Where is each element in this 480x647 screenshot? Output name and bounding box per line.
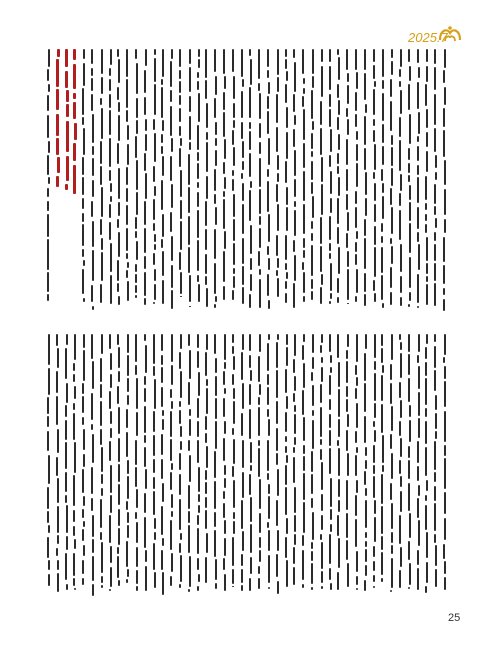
text-column [73, 334, 78, 594]
text-column [417, 334, 422, 593]
text-column [355, 49, 360, 305]
text-column [390, 334, 395, 595]
article-bottom-block [47, 334, 453, 602]
article-title-column [56, 49, 61, 190]
text-column [82, 334, 87, 588]
text-column [373, 334, 378, 590]
article-top-block [47, 49, 453, 317]
text-column [329, 49, 334, 308]
text-column [241, 49, 246, 307]
text-column [65, 334, 70, 593]
text-column [320, 334, 325, 592]
text-column [135, 334, 140, 595]
text-column [188, 334, 193, 595]
text-column [205, 49, 210, 311]
text-column [214, 49, 219, 312]
text-column [56, 334, 61, 594]
page-number: 25 [448, 612, 461, 624]
text-column [188, 49, 193, 311]
text-column [109, 334, 114, 593]
text-column [179, 49, 184, 301]
text-column [443, 334, 448, 594]
text-column [417, 49, 422, 311]
text-column [434, 49, 439, 308]
text-column [47, 49, 52, 304]
text-column [399, 49, 404, 310]
text-column [346, 334, 351, 591]
text-column [91, 334, 96, 598]
text-column [364, 49, 369, 309]
text-column [276, 49, 281, 299]
text-column [82, 49, 87, 304]
text-column [144, 334, 149, 593]
text-column [117, 49, 122, 308]
text-column [100, 49, 105, 306]
text-column [153, 49, 158, 308]
text-column [91, 49, 96, 313]
text-column [267, 49, 272, 311]
text-column [126, 49, 131, 305]
text-column [408, 49, 413, 310]
text-column [144, 49, 149, 308]
text-column [425, 49, 430, 308]
text-column [276, 334, 281, 597]
text-column [373, 49, 378, 305]
text-column [285, 49, 290, 306]
text-column [135, 49, 140, 302]
text-column [161, 334, 166, 598]
article-title-column [65, 49, 70, 193]
issue-date: 2025.7 [408, 30, 448, 45]
text-column [197, 334, 202, 593]
text-column [197, 49, 202, 305]
text-column [337, 49, 342, 306]
text-column [302, 49, 307, 304]
text-column [223, 49, 228, 304]
text-column [425, 334, 430, 595]
text-column [223, 334, 228, 593]
text-column [232, 334, 237, 590]
text-column [381, 334, 386, 584]
text-column [153, 334, 158, 591]
text-column [355, 334, 360, 594]
text-column [214, 334, 219, 592]
text-column [109, 49, 114, 307]
text-column [390, 49, 395, 309]
text-column [100, 334, 105, 591]
text-column [408, 334, 413, 592]
text-column [311, 334, 316, 594]
text-column [258, 49, 263, 310]
text-column [170, 334, 175, 589]
text-column [179, 334, 184, 591]
text-column [170, 49, 175, 311]
text-column [329, 334, 334, 594]
text-column [126, 334, 131, 585]
text-column [47, 334, 52, 590]
text-column [320, 49, 325, 307]
text-column [117, 334, 122, 590]
text-column [161, 49, 166, 306]
text-column [337, 334, 342, 593]
text-column [302, 334, 307, 590]
text-column [311, 49, 316, 302]
text-column [434, 334, 439, 589]
text-column [241, 334, 246, 594]
text-column [399, 334, 404, 592]
text-column [293, 334, 298, 587]
text-column [285, 334, 290, 590]
text-column [443, 49, 448, 314]
text-column [249, 49, 254, 310]
text-column [249, 334, 254, 595]
text-column [267, 334, 272, 592]
text-column [258, 334, 263, 592]
mongolian-ornament-icon [437, 24, 463, 48]
text-column [293, 49, 298, 311]
text-column [205, 334, 210, 587]
article-title-column [73, 49, 78, 196]
text-column [364, 334, 369, 593]
text-column [346, 49, 351, 306]
text-column [381, 49, 386, 310]
text-column [232, 49, 237, 304]
